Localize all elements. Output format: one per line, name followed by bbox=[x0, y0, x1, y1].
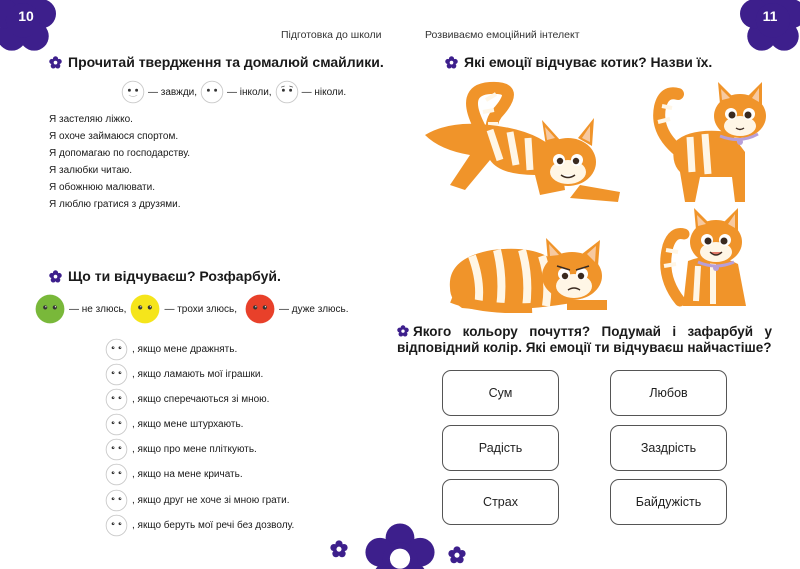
sad-face-icon bbox=[275, 80, 299, 104]
page-number-badge-left bbox=[0, 0, 56, 52]
blank-face-icon[interactable] bbox=[105, 489, 128, 512]
emotion-box-indifference[interactable]: Байдужість bbox=[610, 479, 727, 525]
green-face-icon bbox=[34, 293, 66, 325]
situation-row bbox=[105, 363, 263, 386]
emotion-box-fear[interactable]: Страх bbox=[442, 479, 559, 525]
page-header: Розвиваємо емоційний інтелект bbox=[425, 29, 580, 41]
task1-title bbox=[49, 54, 384, 70]
legend-not-angry: — не злюсь, bbox=[69, 303, 127, 315]
task1-title-text: Прочитай твердження та домалюй смайлики. bbox=[68, 54, 384, 70]
task2-title bbox=[49, 268, 281, 284]
statement-1: Я застеляю ліжко. bbox=[49, 114, 133, 125]
statement-2: Я охоче займаюся спортом. bbox=[49, 131, 179, 142]
legend-never: — ніколи. bbox=[301, 86, 347, 98]
page-number: 11 bbox=[762, 8, 778, 24]
situation-row bbox=[105, 438, 257, 461]
flower-bullet-icon bbox=[49, 56, 62, 69]
situation-text: , якщо ламають мої іграшки. bbox=[132, 369, 264, 380]
page-header: Підготовка до школи bbox=[281, 29, 382, 41]
cat-sitting-illustration bbox=[658, 206, 768, 316]
situation-row bbox=[105, 514, 294, 537]
emotion-box-love[interactable]: Любов bbox=[610, 370, 727, 416]
legend-always: — завжди, bbox=[148, 86, 198, 98]
situation-text: , якщо про мене пліткують. bbox=[132, 444, 257, 455]
situation-row bbox=[105, 463, 243, 486]
red-face-icon bbox=[244, 293, 276, 325]
task2-legend bbox=[34, 293, 352, 325]
cat-lying-illustration bbox=[442, 228, 622, 313]
task3-title bbox=[445, 54, 712, 70]
legend-slightly-angry: — трохи злюсь, bbox=[164, 303, 237, 315]
task3-title-text: Які емоції відчуває котик? Назви їх. bbox=[464, 54, 713, 70]
cat-standing-illustration bbox=[650, 82, 780, 210]
blank-face-icon[interactable] bbox=[105, 363, 128, 386]
small-flower-icon bbox=[330, 540, 348, 558]
happy-face-icon bbox=[121, 80, 145, 104]
statement-5: Я обожнюю малювати. bbox=[49, 182, 155, 193]
situation-text: , якщо сперечаються зі мною. bbox=[132, 394, 270, 405]
emotion-box-envy[interactable]: Заздрість bbox=[610, 425, 727, 471]
yellow-face-icon bbox=[129, 293, 161, 325]
statement-6: Я люблю гратися з друзями. bbox=[49, 199, 181, 210]
emotion-box-sadness[interactable]: Сум bbox=[442, 370, 559, 416]
task4-title bbox=[397, 324, 772, 356]
situation-row bbox=[105, 489, 289, 512]
situation-text: , якщо беруть мої речі без дозволу. bbox=[132, 520, 295, 531]
flower-bullet-icon bbox=[397, 325, 409, 337]
task2-title-text: Що ти відчуваєш? Розфарбуй. bbox=[68, 268, 281, 284]
statement-4: Я залюбки читаю. bbox=[49, 165, 133, 176]
situation-text: , якщо друг не хоче зі мною грати. bbox=[132, 495, 290, 506]
statement-3: Я допомагаю по господарству. bbox=[49, 148, 190, 159]
situation-row bbox=[105, 338, 237, 361]
emotion-box-joy[interactable]: Радість bbox=[442, 425, 559, 471]
blank-face-icon[interactable] bbox=[105, 388, 128, 411]
situation-row bbox=[105, 413, 243, 436]
task1-legend bbox=[121, 80, 349, 104]
blank-face-icon[interactable] bbox=[105, 438, 128, 461]
cat-stretching-illustration bbox=[420, 80, 625, 210]
situation-text: , якщо на мене кричать. bbox=[132, 469, 243, 480]
situation-text: , якщо мене штурхають. bbox=[132, 419, 244, 430]
situation-row bbox=[105, 388, 269, 411]
page-number-badge-right bbox=[740, 0, 800, 52]
task4-title-text: Якого кольору почуття? Подумай і зафарбуй у відповідний колір. Які емоції ти відчуваєш найчастіше? bbox=[397, 324, 772, 355]
legend-very-angry: — дуже злюсь. bbox=[278, 303, 349, 315]
legend-sometimes: — інколи, bbox=[227, 86, 272, 98]
right-page bbox=[397, 0, 800, 569]
neutral-face-icon bbox=[200, 80, 224, 104]
blank-face-icon[interactable] bbox=[105, 413, 128, 436]
blank-face-icon[interactable] bbox=[105, 514, 128, 537]
flower-bullet-icon bbox=[49, 270, 62, 283]
blank-face-icon[interactable] bbox=[105, 338, 128, 361]
page-number: 10 bbox=[18, 8, 34, 24]
blank-face-icon[interactable] bbox=[105, 463, 128, 486]
flower-bullet-icon bbox=[445, 56, 458, 69]
situation-text: , якщо мене дражнять. bbox=[132, 344, 238, 355]
